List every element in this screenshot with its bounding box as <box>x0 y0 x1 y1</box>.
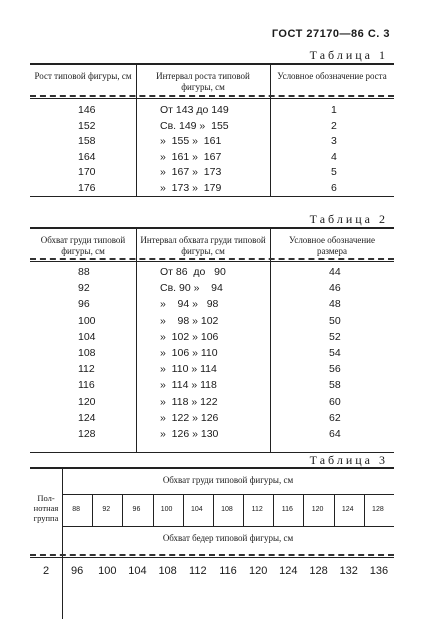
table3-chest-value: 128 <box>372 506 384 513</box>
table2-code-cell: 50 <box>329 314 341 327</box>
table3-column-divider <box>303 494 304 526</box>
table2-header-interval: Интервал обхвата груди типовой фигуры, см <box>140 235 266 256</box>
table3-chest-value: 112 <box>251 506 263 513</box>
table2-code-cell: 60 <box>329 395 341 408</box>
table2-chest-cell: 100 <box>78 314 96 327</box>
table2-code-cell: 58 <box>329 379 341 392</box>
table3-hip-cell: 96 <box>70 565 84 577</box>
table2-code-cell: 64 <box>329 428 341 440</box>
table2-chest-cell: 116 <box>78 379 95 392</box>
table3-group-header: Пол-нотная группа <box>33 493 59 523</box>
table3-hip-cell: 104 <box>128 565 147 577</box>
table2-code-cell: 44 <box>329 266 341 278</box>
table2-chest-cell: 92 <box>78 282 90 295</box>
table3-chest-value: 88 <box>72 506 80 513</box>
table1-code-cell: 2 <box>331 119 337 132</box>
table2-chest-cell: 108 <box>78 347 96 359</box>
table3-hip-cell: 128 <box>309 565 328 577</box>
table3-column-divider <box>334 494 335 526</box>
table3-chest-value: 120 <box>311 506 324 513</box>
table3-column-divider <box>364 494 365 526</box>
table2-interval-cell: » 110 » 114 <box>160 363 217 376</box>
table2-interval-cell: » 102 » 106 <box>160 330 219 343</box>
table2-code-cell: 52 <box>329 330 341 343</box>
table3-hip-cell: 124 <box>279 565 298 577</box>
table1-interval-cell: От 143 до 149 <box>160 104 229 116</box>
table2-code-cell: 46 <box>329 282 341 295</box>
table3-chest-value: 108 <box>221 506 233 513</box>
table1-code-cell: 5 <box>331 166 337 178</box>
table1-interval-cell: » 167 » 173 <box>160 166 222 178</box>
table2-header-code: Условное обозначение размера <box>289 235 375 256</box>
table2-interval-cell: » 94 » 98 <box>160 298 219 311</box>
table2-code-cell: 54 <box>329 347 341 359</box>
table2-chest-cell: 96 <box>78 298 90 311</box>
table3-caption: Таблица 3 <box>309 453 388 467</box>
table2-header-chest: Обхват груди типовой фигуры, см <box>40 235 126 256</box>
table3-hip-header: Обхват бедер типовой фигуры, см <box>162 533 294 543</box>
table3-chest-value: 100 <box>160 506 173 513</box>
table1-height-cell: 164 <box>78 150 96 163</box>
table3-column-divider <box>243 494 244 526</box>
table3-hip-cell: 120 <box>248 565 268 577</box>
table3-column-divider <box>122 494 123 526</box>
table2-interval-cell: Св. 90 » 94 <box>160 282 223 295</box>
table2-chest-cell: 128 <box>78 428 96 440</box>
table2-code-cell: 48 <box>329 298 341 311</box>
table1-caption: Таблица 1 <box>309 48 388 62</box>
table3-chest-value: 104 <box>190 506 203 513</box>
table1-interval-cell: » 155 » 161 <box>160 135 222 147</box>
table2-interval-cell: От 86 до 90 <box>160 266 226 278</box>
table3-chest-value: 124 <box>341 506 354 513</box>
table2-chest-cell: 104 <box>78 330 96 343</box>
table3-column-divider <box>273 494 274 526</box>
table3-chest-value: 92 <box>102 506 111 513</box>
table3-column-divider <box>92 494 93 526</box>
table3-column-divider <box>153 494 154 526</box>
table3-column-divider <box>213 494 214 526</box>
table3-group-cell: 2 <box>42 565 50 577</box>
table3-column-divider <box>183 494 184 526</box>
table3-chest-header: Обхват груди типовой фигуры, см <box>162 475 294 485</box>
table2-code-cell: 56 <box>329 363 341 376</box>
table1-height-cell: 158 <box>78 135 96 147</box>
table1-code-cell: 3 <box>331 135 337 147</box>
table1-height-cell: 152 <box>78 119 96 132</box>
table2-interval-cell: » 114 » 118 <box>160 379 217 392</box>
table1-interval-cell: » 161 » 167 <box>160 150 222 163</box>
table2-chest-cell: 120 <box>78 395 96 408</box>
table1-height-cell: 146 <box>78 104 96 116</box>
table3-chest-value: 116 <box>281 506 293 513</box>
table1-code-cell: 6 <box>331 181 337 194</box>
table1-header-height: Рост типовой фигуры, см <box>34 71 132 81</box>
table2-code-cell: 62 <box>329 411 341 424</box>
table2-interval-cell: » 98 » 102 <box>160 314 219 327</box>
table2-interval-cell: » 126 » 130 <box>160 428 219 440</box>
table1-code-cell: 4 <box>331 150 337 163</box>
table1-interval-cell: Св. 149 » 155 <box>160 119 229 132</box>
table3-hip-cell: 136 <box>369 565 389 577</box>
page-header: ГОСТ 27170—86 С. 3 <box>271 28 390 40</box>
table2-interval-cell: » 122 » 126 <box>160 411 219 424</box>
table1-header-interval: Интервал роста типовой фигуры, см <box>156 71 250 92</box>
table3-hip-cell: 116 <box>219 565 237 577</box>
table2-caption: Таблица 2 <box>309 212 388 226</box>
table2-interval-cell: » 106 » 110 <box>160 347 218 359</box>
table1-height-cell: 170 <box>78 166 96 178</box>
table2-interval-cell: » 118 » 122 <box>160 395 218 408</box>
table2-chest-cell: 88 <box>78 266 90 278</box>
table1-height-cell: 176 <box>78 181 96 194</box>
table3-chest-value: 96 <box>132 506 141 513</box>
table3-hip-cell: 112 <box>189 565 207 577</box>
table3-hip-cell: 132 <box>339 565 358 577</box>
table1-header-code: Условное обозначение роста <box>277 71 387 81</box>
table2-chest-cell: 124 <box>78 411 96 424</box>
table3-hip-cell: 100 <box>98 565 117 577</box>
table1-code-cell: 1 <box>331 104 337 116</box>
table1-interval-cell: » 173 » 179 <box>160 181 222 194</box>
table2-chest-cell: 112 <box>78 363 95 376</box>
table3-hip-cell: 108 <box>158 565 177 577</box>
